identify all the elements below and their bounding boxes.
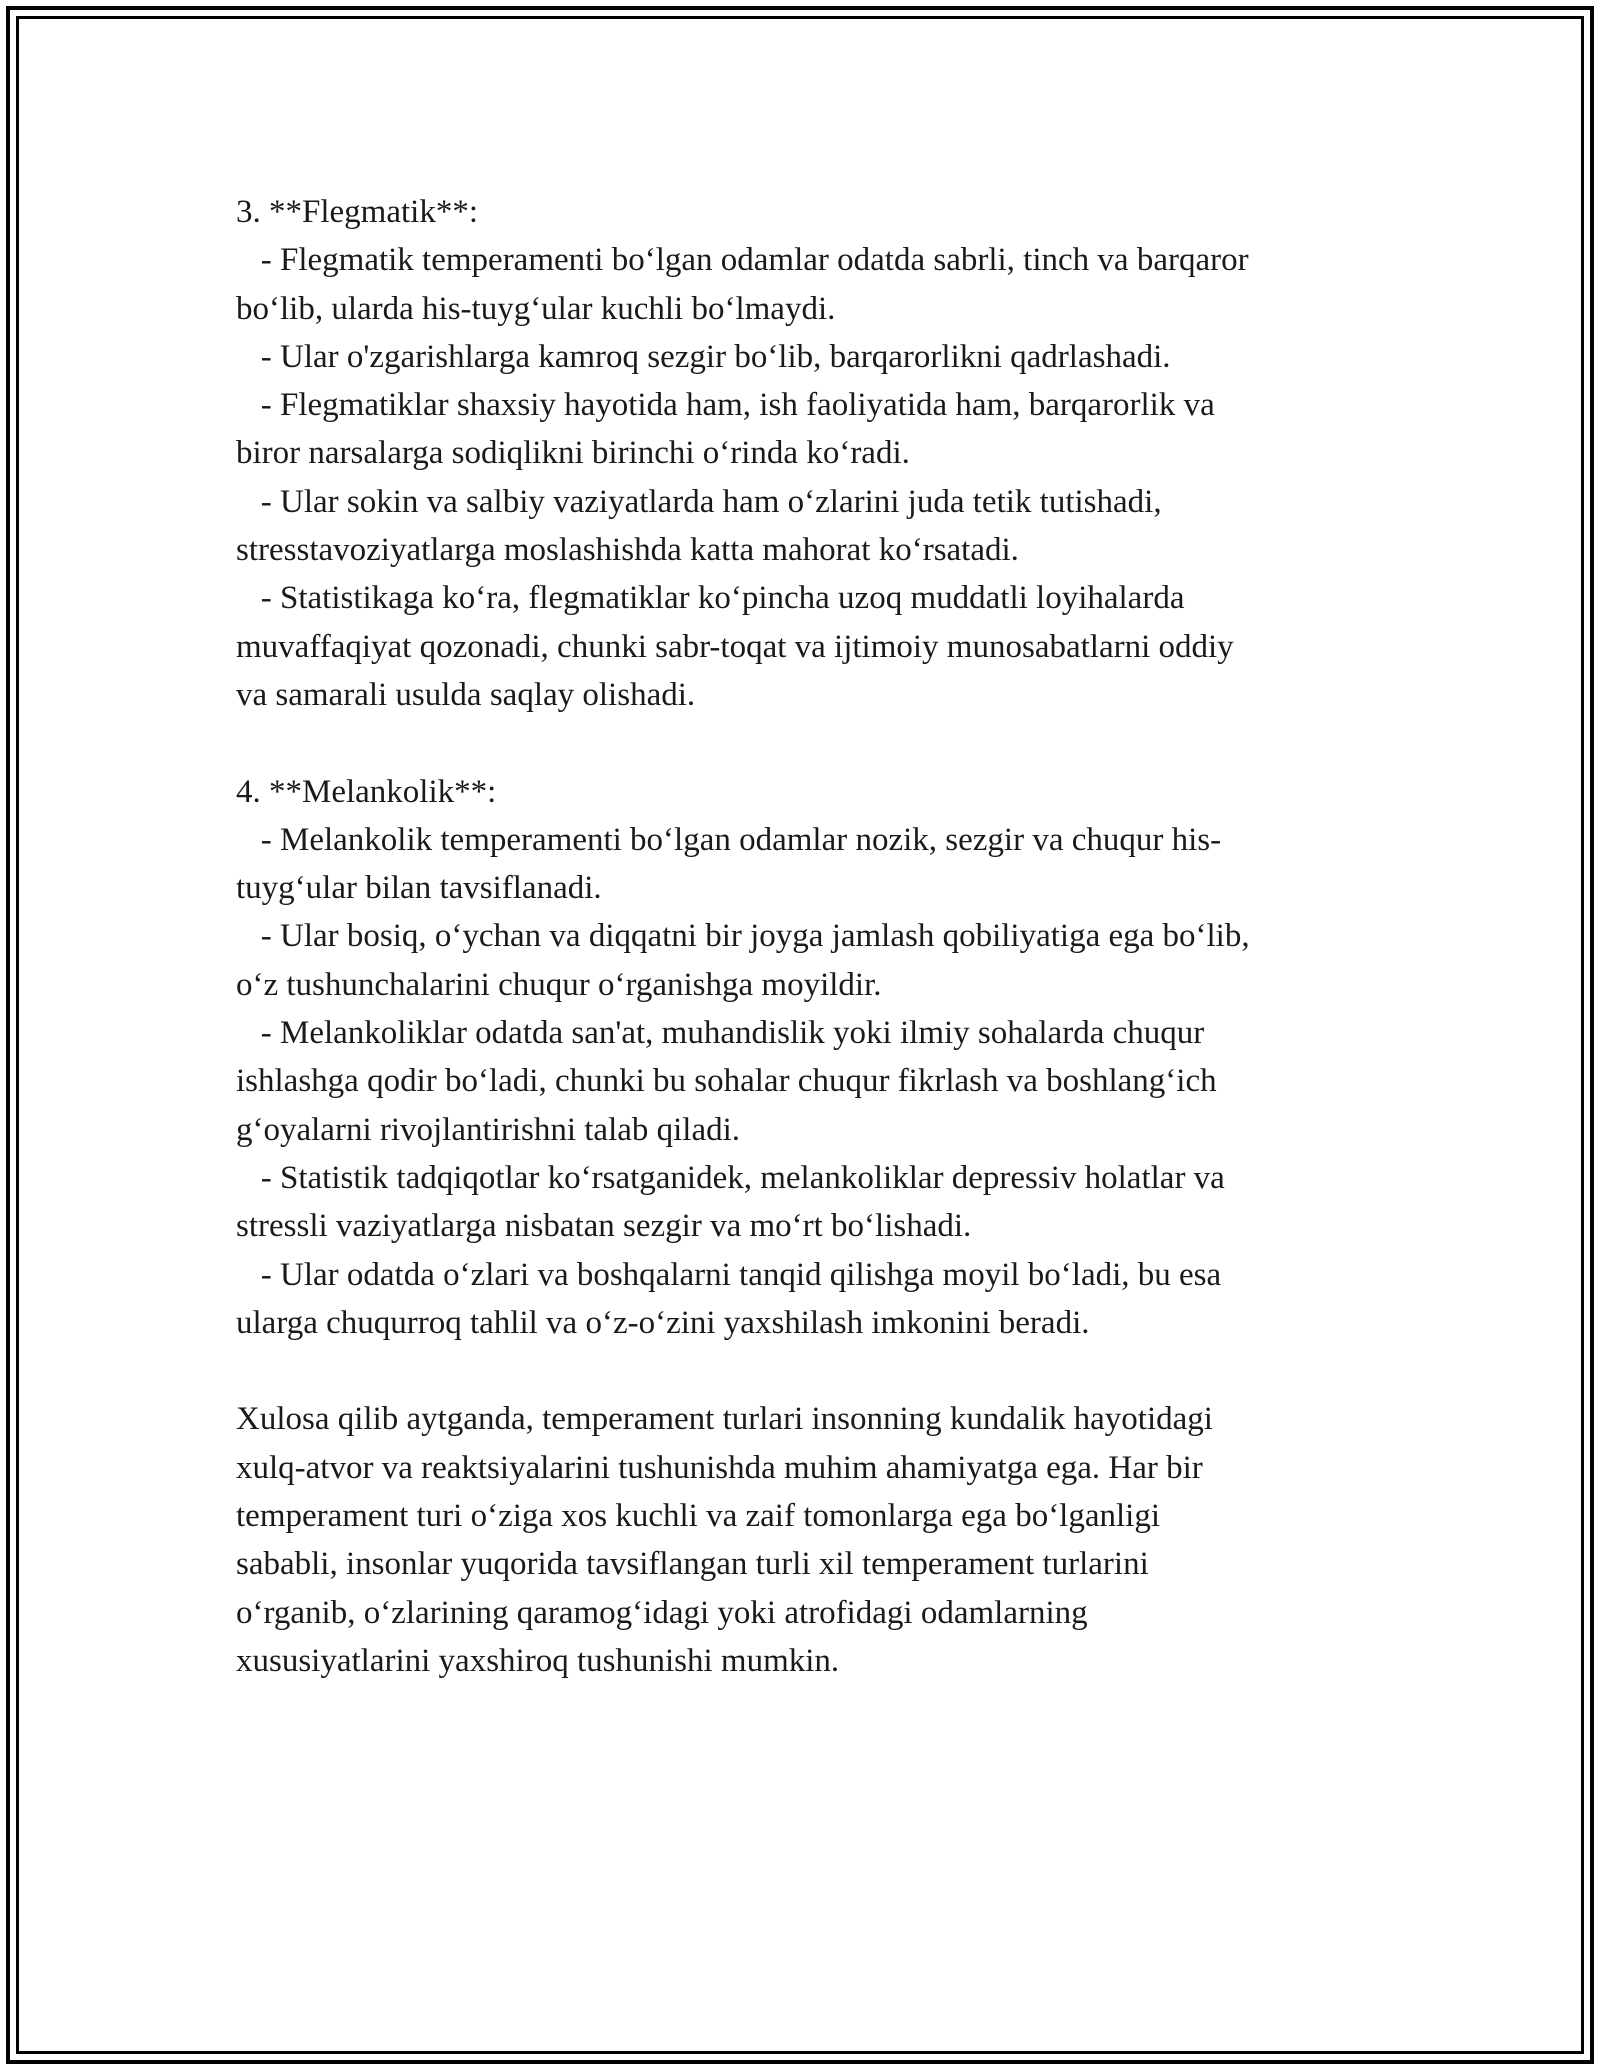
paragraph-gap bbox=[236, 1347, 1376, 1395]
text-line: g‘oyalarni rivojlantirishni talab qiladi. bbox=[236, 1111, 741, 1148]
text-line: - Statistik tadqiqotlar ko‘rsatganidek, melankoliklar depressiv holatlar va bbox=[236, 1159, 1225, 1196]
text-line: - Melankoliklar odatda san'at, muhandislik yoki ilmiy sohalarda chuqur bbox=[236, 1015, 1205, 1052]
text-line: - Ular o'zgarishlarga kamroq sezgir bo‘lib, barqarorlikni qadrlashadi. bbox=[236, 338, 1171, 375]
text-line: xususiyatlarini yaxshiroq tushunishi mumkin. bbox=[236, 1642, 840, 1679]
document-body bbox=[236, 188, 1376, 1685]
text-line: o‘z tushunchalarini chuqur o‘rganishga moyildir. bbox=[236, 966, 882, 1003]
text-line: - Ular odatda o‘zlari va boshqalarni tanqid qilishga moyil bo‘ladi, bu esa bbox=[236, 1256, 1222, 1293]
text-line: muvaffaqiyat qozonadi, chunki sabr-toqat va ijtimoiy munosabatlarni oddiy bbox=[236, 628, 1234, 665]
text-line: - Ular sokin va salbiy vaziyatlarda ham o‘zlarini juda tetik tutishadi, bbox=[236, 483, 1162, 520]
section-heading: 4. **Melankolik**: bbox=[236, 773, 497, 810]
text-line: temperament turi o‘ziga xos kuchli va zaif tomonlarga ega bo‘lganligi bbox=[236, 1498, 1160, 1535]
text-line: stresstavoziyatlarga moslashishda katta mahorat ko‘rsatadi. bbox=[236, 532, 1019, 569]
text-line: - Melankolik temperamenti bo‘lgan odamlar nozik, sezgir va chuqur his- bbox=[236, 821, 1222, 858]
conclusion-paragraph bbox=[236, 1395, 1376, 1685]
section-melankolik bbox=[236, 768, 1376, 1348]
paragraph-gap bbox=[236, 719, 1376, 767]
section-heading: 3. **Flegmatik**: bbox=[236, 194, 478, 230]
text-line: - Statistikaga ko‘ra, flegmatiklar ko‘pincha uzoq muddatli loyihalarda bbox=[236, 580, 1185, 617]
text-line: - Ular bosiq, o‘ychan va diqqatni bir joyga jamlash qobiliyatiga ega bo‘lib, bbox=[236, 918, 1250, 955]
text-line: o‘rganib, o‘zlarining qaramog‘idagi yoki atrofidagi odamlarning bbox=[236, 1594, 1088, 1631]
text-line: ularga chuqurroq tahlil va o‘z-o‘zini yaxshilash imkonini beradi. bbox=[236, 1304, 1090, 1341]
text-line: tuyg‘ular bilan tavsiflanadi. bbox=[236, 870, 602, 907]
text-line: ishlashga qodir bo‘ladi, chunki bu sohalar chuqur fikrlash va boshlang‘ich bbox=[236, 1063, 1217, 1100]
text-line: stressli vaziyatlarga nisbatan sezgir va mo‘rt bo‘lishadi. bbox=[236, 1208, 972, 1245]
text-line: Xulosa qilib aytganda, temperament turlari insonning kundalik hayotidagi bbox=[236, 1401, 1213, 1438]
section-flegmatik bbox=[236, 188, 1376, 719]
text-line: biror narsalarga sodiqlikni birinchi o‘rinda ko‘radi. bbox=[236, 435, 910, 472]
text-line: - Flegmatik temperamenti bo‘lgan odamlar odatda sabrli, tinch va barqaror bbox=[236, 242, 1249, 279]
text-line: - Flegmatiklar shaxsiy hayotida ham, ish faoliyatida ham, barqarorlik va bbox=[236, 387, 1215, 424]
text-line: xulq-atvor va reaktsiyalarini tushunishda muhim ahamiyatga ega. Har bir bbox=[236, 1449, 1203, 1486]
text-line: sababli, insonlar yuqorida tavsiflangan turli xil temperament turlarini bbox=[236, 1546, 1149, 1583]
text-line: va samarali usulda saqlay olishadi. bbox=[236, 676, 696, 713]
text-line: bo‘lib, ularda his-tuyg‘ular kuchli bo‘lmaydi. bbox=[236, 290, 836, 327]
